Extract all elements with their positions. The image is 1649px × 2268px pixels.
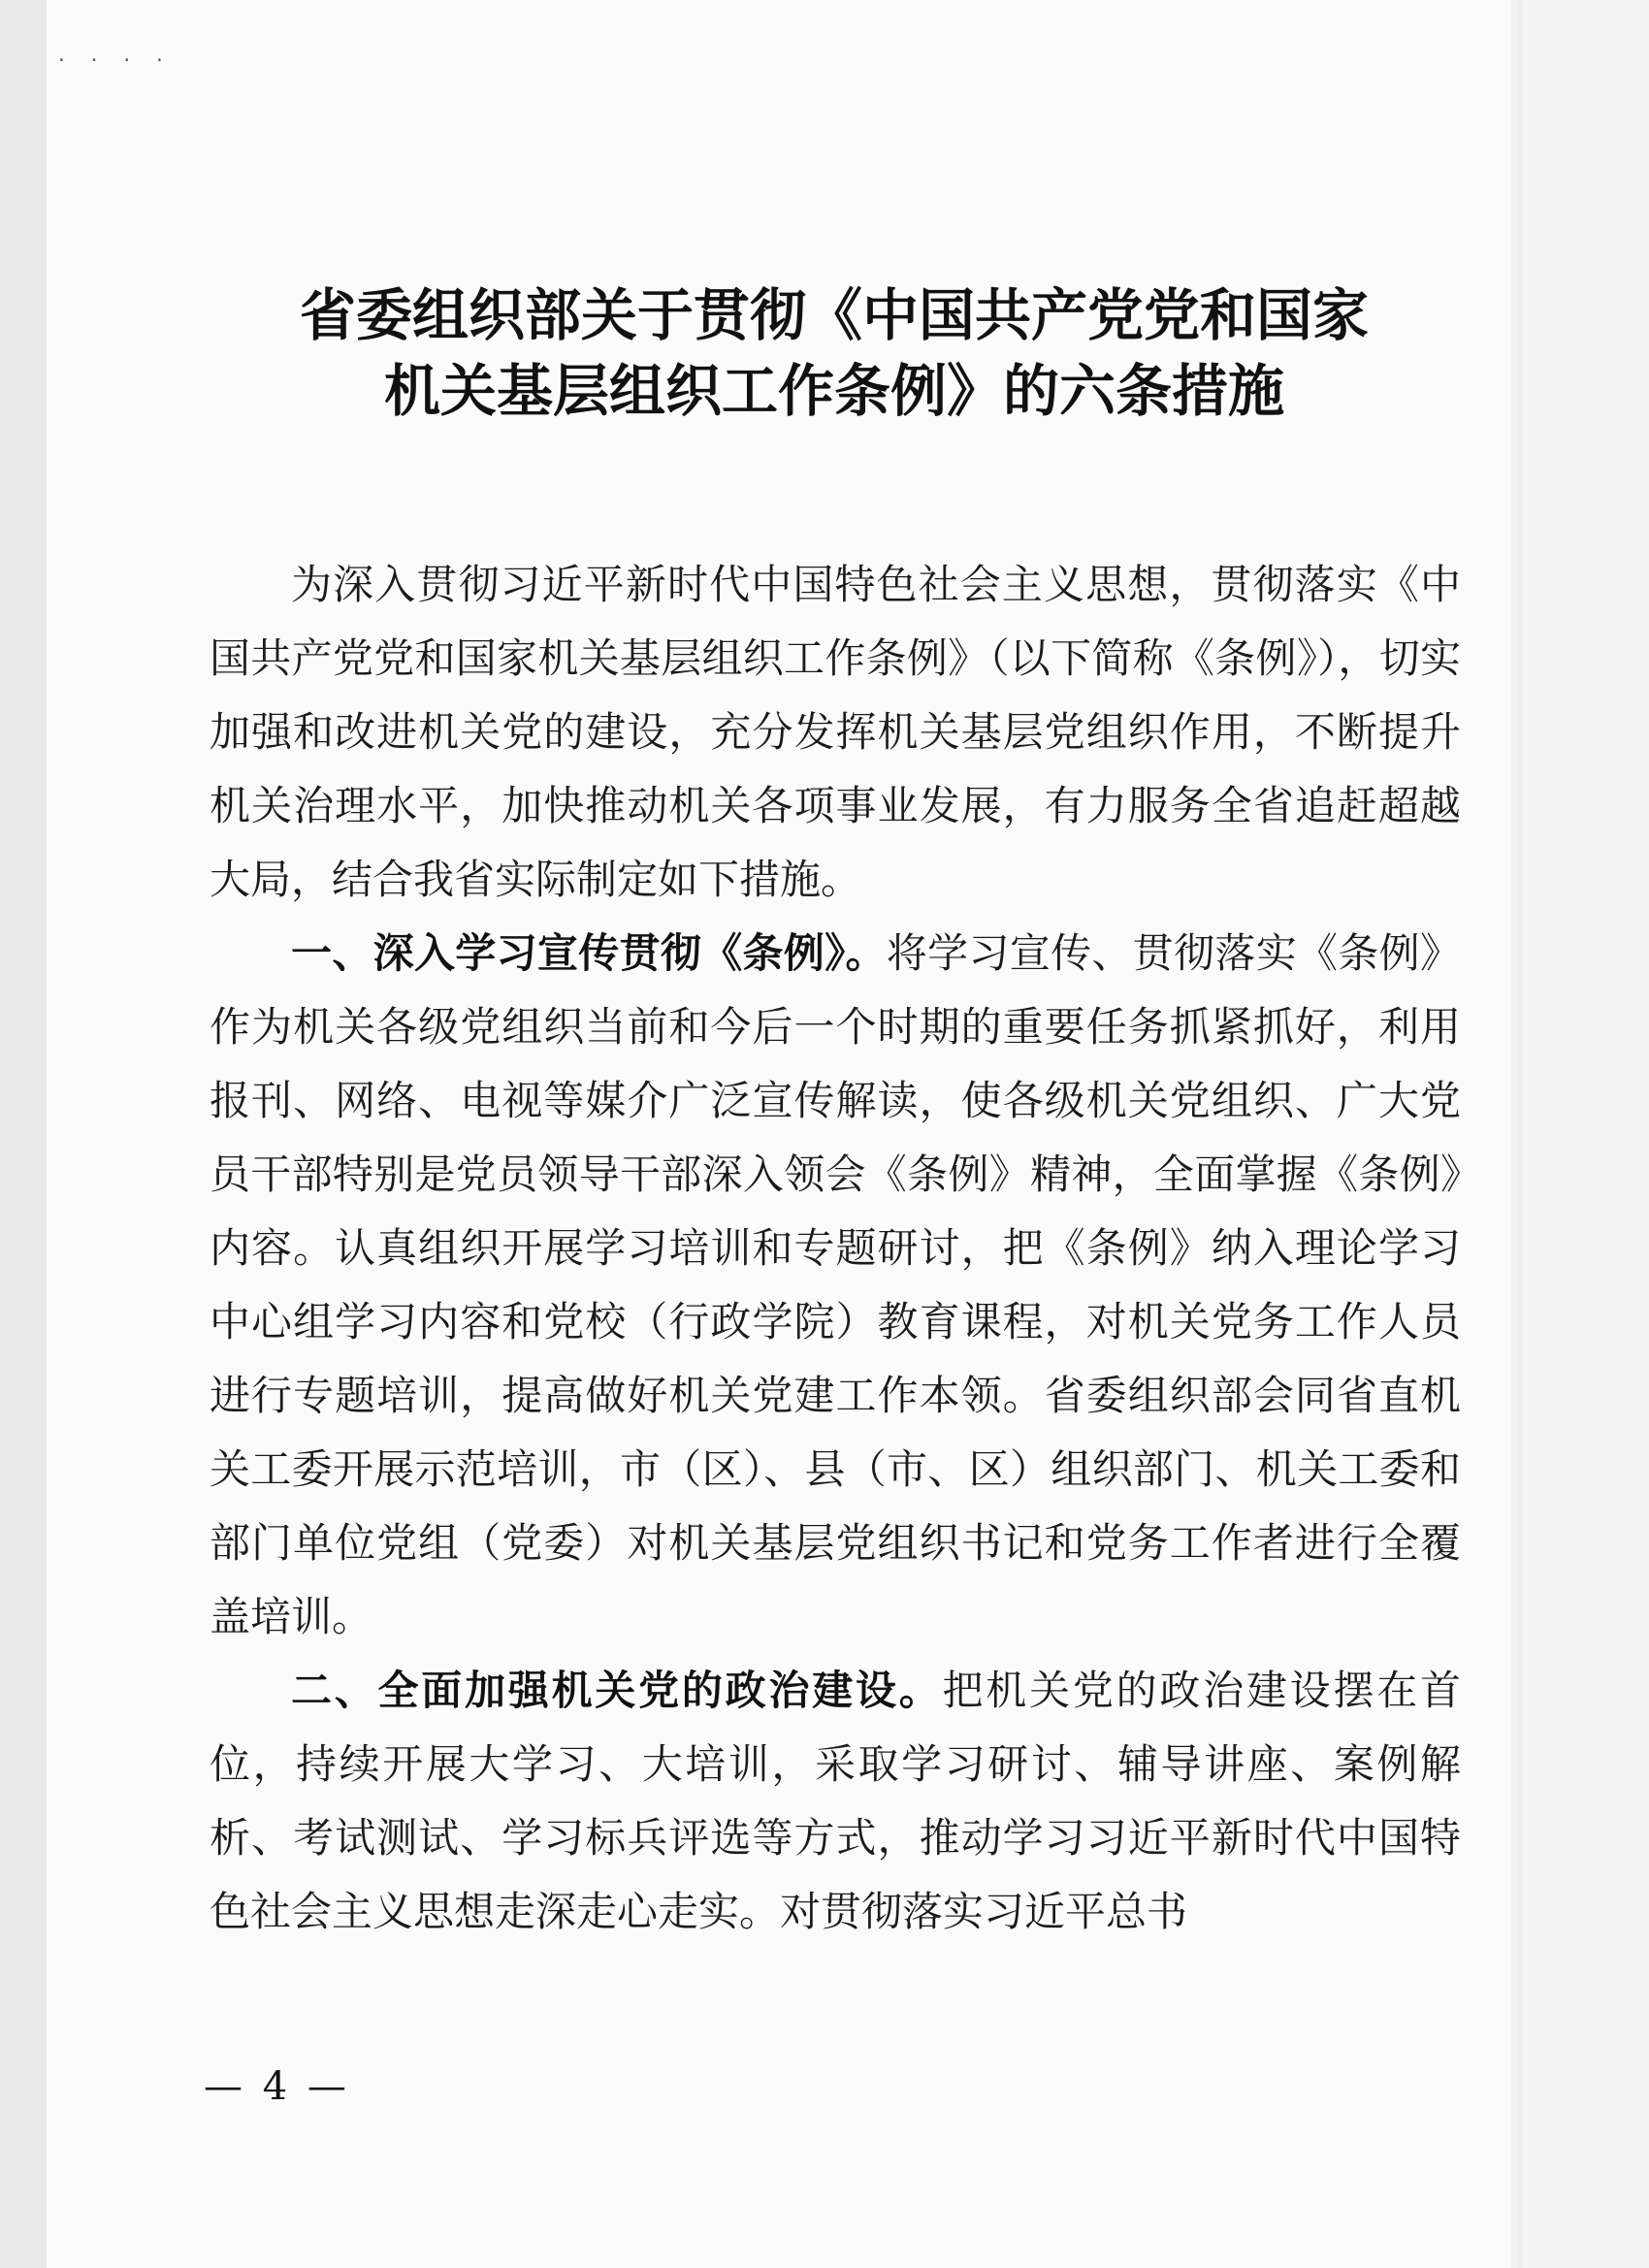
title-line-1: 省委组织部关于贯彻《中国共产党党和国家 bbox=[299, 282, 1369, 348]
intro-paragraph: 为深入贯彻习近平新时代中国特色社会主义思想，贯彻落实《中国共产党党和国家机关基层组织工作条例》（以下简称《条例》），切实加强和改进机关党的建设，充分发挥机关基层党组织作用，不断提升机关治理水平，加快推动机关各项事业发展，有力服务全省追赶超越大局，结合我省实际制定如下措施。 bbox=[210, 561, 1461, 903]
section-paragraph-1 bbox=[210, 917, 1461, 1654]
title-line-2: 机关基层组织工作条例》的六条措施 bbox=[383, 358, 1284, 424]
section-paragraph-2 bbox=[210, 1654, 1461, 1949]
section-heading-2: 二、全面加强机关党的政治建设。 bbox=[291, 1667, 943, 1714]
section-text-2: 把机关党的政治建设摆在首位，持续开展大学习、大培训，采取学习研讨、辅导讲座、案例解析、考试测试、学习标兵评选等方式，推动学习习近平新时代中国特色社会主义思想走深走心走实。对贯彻落实习近平总书 bbox=[210, 1667, 1461, 1935]
section-text-1: 将学习宣传、贯彻落实《条例》作为机关各级党组织当前和今后一个时期的重要任务抓紧抓好，利用报刊、网络、电视等媒介广泛宣传解读，使各级机关党组织、广大党员干部特别是党员领导干部深入领会《条例》精神，全面掌握《条例》内容。认真组织开展学习培训和专题研讨，把《条例》纳入理论学习中心组学习内容和党校（行政学院）教育课程，对机关党务工作人员进行专题培训，提高做好机关党建工作本领。省委组织部会同省直机关工委开展示范培训，市（区）、县（市、区）组织部门、机关工委和部门单位党组（党委）对机关基层党组织书记和党务工作者进行全覆盖培训。 bbox=[210, 929, 1461, 1640]
section-heading-1: 一、深入学习宣传贯彻《条例》。 bbox=[291, 929, 887, 977]
document-body bbox=[210, 548, 1461, 1949]
back-page-edge bbox=[1513, 0, 1649, 2268]
document-title bbox=[213, 277, 1455, 429]
page-number: — 4 — bbox=[204, 2064, 350, 2109]
scan-artifact: · · · · bbox=[56, 50, 171, 71]
